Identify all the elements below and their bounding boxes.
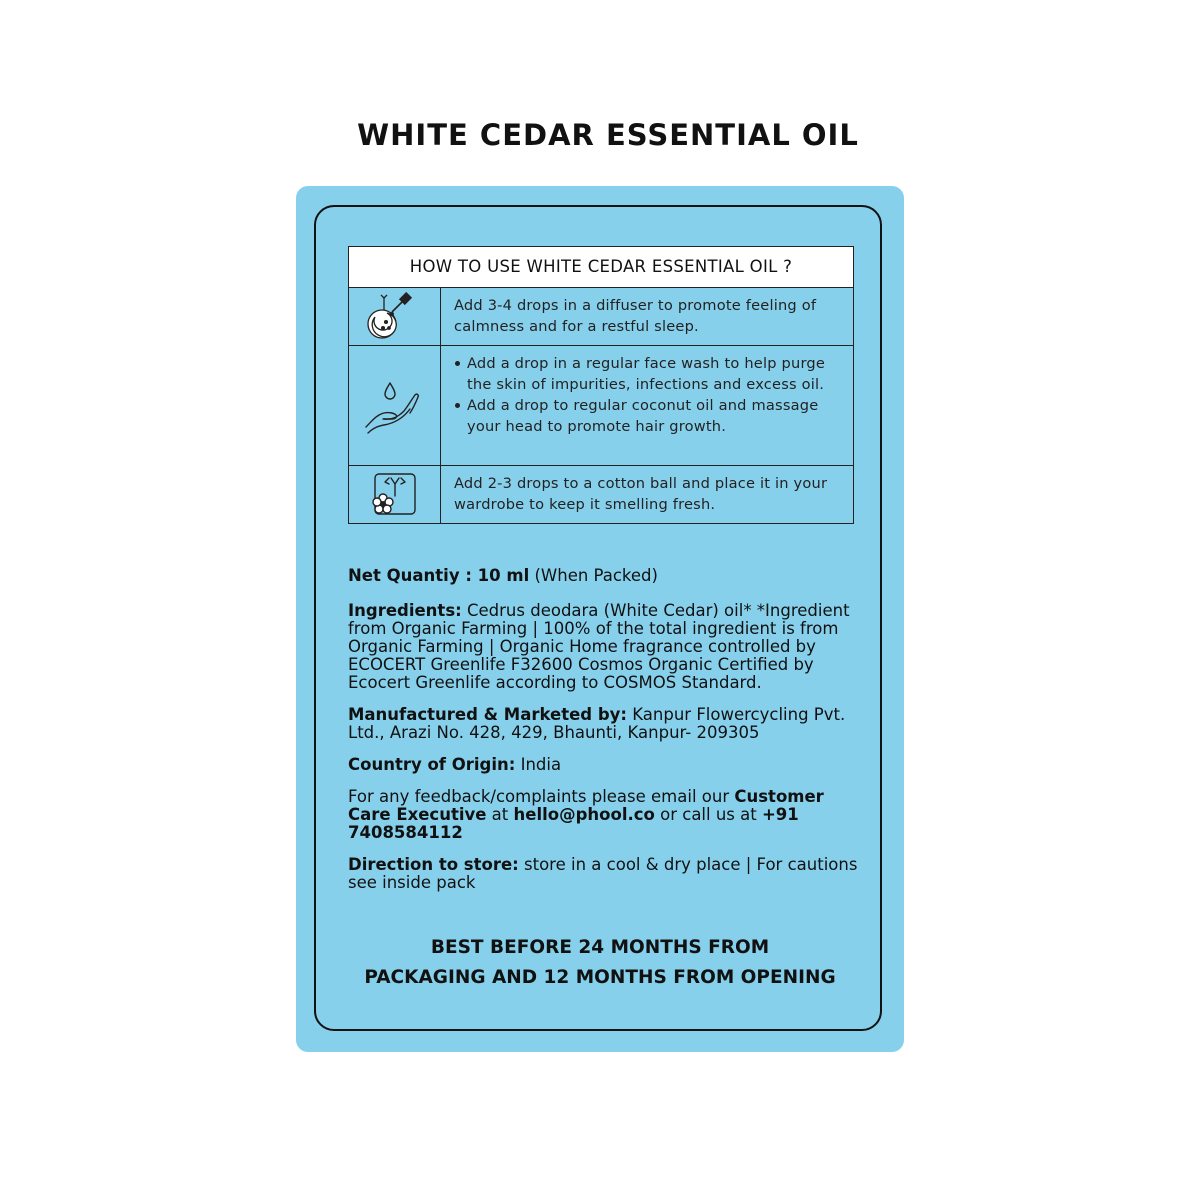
manufacturer-text: Kanpur Flowercycling Pvt. Ltd., Arazi No. 428, 429, Bhaunti, Kanpur- 209305 xyxy=(348,705,846,742)
feedback-label: Customer Care Executive xyxy=(348,787,824,824)
product-info xyxy=(348,567,868,906)
usage-row-diffuser xyxy=(349,288,853,346)
usage-row-face-hair xyxy=(349,346,853,466)
usage-bullet-face-wash: Add a drop in a regular face wash to help purge the skin of impurities, infections and excess oil. xyxy=(454,353,843,395)
feedback-phone: +91 7408584112 xyxy=(348,805,799,842)
usage-text-face-hair xyxy=(441,346,853,465)
net-quantity-value: (When Packed) xyxy=(529,566,658,585)
net-quantity xyxy=(348,567,868,585)
store-text: store in a cool & dry place | For cautions see inside pack xyxy=(348,855,858,892)
feedback-call: or call us at xyxy=(654,805,762,824)
manufacturer xyxy=(348,706,868,742)
feedback-email: hello@phool.co xyxy=(513,805,655,824)
storage-direction xyxy=(348,856,868,892)
wardrobe-flower-icon xyxy=(349,466,441,523)
how-to-use-table xyxy=(348,246,854,524)
hand-drop-icon xyxy=(349,346,441,465)
best-before-line-2: PACKAGING AND 12 MONTHS FROM OPENING xyxy=(364,967,836,988)
feedback-at: at xyxy=(486,805,514,824)
net-quantity-label: Net Quantiy : 10 ml xyxy=(348,566,530,585)
manufacturer-label: Manufactured & Marketed by: xyxy=(348,705,628,724)
origin-text: India xyxy=(515,755,562,774)
ingredients-label: Ingredients: xyxy=(348,601,462,620)
feedback-text: For any feedback/complaints please email our xyxy=(348,787,735,806)
feedback xyxy=(348,788,868,842)
best-before-notice xyxy=(316,933,884,993)
how-to-use-heading: HOW TO USE WHITE CEDAR ESSENTIAL OIL ? xyxy=(349,247,853,288)
country-of-origin xyxy=(348,756,868,774)
ingredients xyxy=(348,602,868,692)
diffuser-dropper-icon xyxy=(349,288,441,345)
usage-bullet-hair: Add a drop to regular coconut oil and massage your head to promote hair growth. xyxy=(454,395,843,437)
label-card xyxy=(296,186,904,1052)
origin-label: Country of Origin: xyxy=(348,755,516,774)
store-label: Direction to store: xyxy=(348,855,519,874)
usage-text-diffuser: Add 3-4 drops in a diffuser to promote feeling of calmness and for a restful sleep. xyxy=(454,297,817,335)
best-before-line-1: BEST BEFORE 24 MONTHS FROM xyxy=(430,937,770,958)
usage-text-wardrobe: Add 2-3 drops to a cotton ball and place it in your wardrobe to keep it smelling fresh. xyxy=(454,475,828,513)
ingredients-text: Cedrus deodara (White Cedar) oil* *Ingredient from Organic Farming | 100% of the total ingredient is from Organic Farming | Organic Home fragrance controlled by ECOCERT Greenlife F32600 Cosmos Organic Certified by Ecocert Greenlife according to COSMOS Standard. xyxy=(348,601,850,692)
page-title: WHITE CEDAR ESSENTIAL OIL xyxy=(357,118,859,152)
label-inner-border xyxy=(314,205,882,1031)
usage-row-wardrobe xyxy=(349,466,853,523)
